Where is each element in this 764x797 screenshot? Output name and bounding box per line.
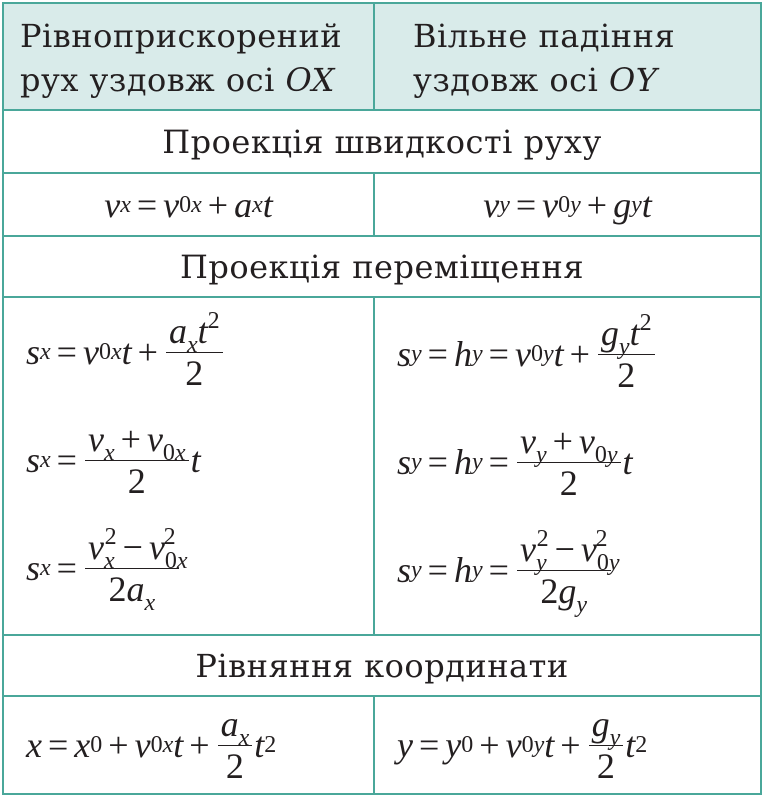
- header-cell-right: [375, 4, 760, 109]
- coordinate-formula-left: x = x 0 + v 0x t + $\frac{a_x}{2}$ t 2: [4, 697, 375, 793]
- coordinate-formula-row: [4, 697, 760, 793]
- displacement-formula-y-1: s y = h y = v 0y t + $\frac{g_yt^2}{2}$: [397, 306, 657, 402]
- displacement-formula-x-1: s x = v 0x t + $\frac{a_xt^2}{2}$: [26, 304, 225, 400]
- displacement-formula-y-2: s y = h y = $\frac{v_y + v_{0y}}{2}$ t: [397, 421, 633, 503]
- velocity-formula-right: v y = v 0y + g y t: [483, 184, 652, 225]
- displacement-title-row: [4, 237, 760, 298]
- displacement-formula-x-3: s x = $\frac{v_x^2 - v_{0x}^2}{2a_x}$: [26, 524, 188, 616]
- axis-oy: OY: [608, 61, 658, 99]
- displacement-formula-y-3: s y = h y = $\frac{v_y^2 - v_{0y}^2}{2g_y}$: [397, 526, 620, 618]
- header-right-line1: Вільне падіння: [413, 17, 676, 55]
- displacement-formulas-left: [4, 298, 375, 634]
- coordinate-title-row: [4, 636, 760, 697]
- displacement-formula-x-2: s x = $\frac{v_x + v_{0x}}{2}$ t: [26, 419, 201, 501]
- velocity-title-row: [4, 111, 760, 174]
- velocity-title: Проекція швидкості руху: [162, 122, 602, 161]
- displacement-title: Проекція переміщення: [179, 247, 585, 286]
- header-left-line2: рух уздовж осі OX: [20, 61, 335, 99]
- axis-ox: OX: [285, 61, 335, 99]
- displacement-formulas-right: [375, 298, 760, 634]
- velocity-formula-row: [4, 174, 760, 237]
- velocity-formula-left: v x = v 0x + a x t: [4, 174, 375, 235]
- displacement-formula-row: [4, 298, 760, 636]
- header-row: [4, 4, 760, 111]
- formula-table: [2, 2, 762, 795]
- coordinate-title: Рівняння координати: [195, 646, 569, 685]
- coordinate-formula-right: y = y 0 + v 0y t + $\frac{g_y}{2}$ t 2: [397, 704, 648, 786]
- header-cell-left: [4, 4, 375, 109]
- header-left-line1: Рівноприскорений: [20, 17, 343, 55]
- header-right-line2: уздовж осі OY: [413, 61, 658, 99]
